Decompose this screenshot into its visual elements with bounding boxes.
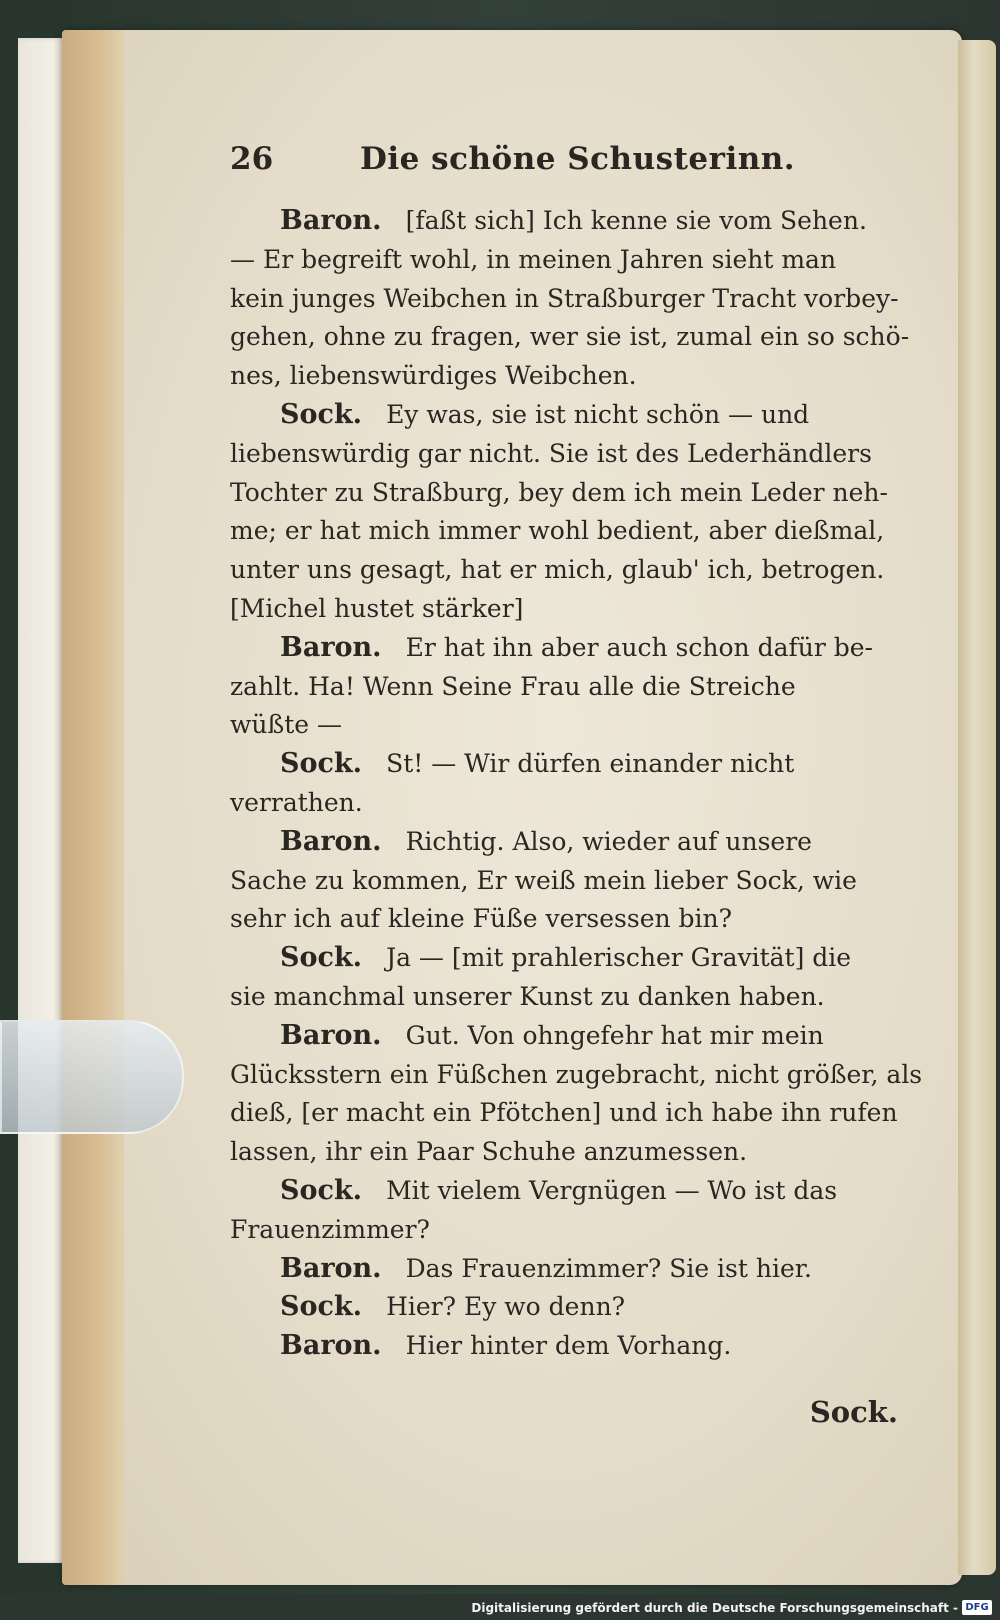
speaker-name: Baron. — [280, 825, 382, 857]
text-line — [230, 1094, 898, 1133]
next-page-edge — [958, 40, 996, 1575]
text-line — [230, 241, 870, 280]
text-line — [230, 900, 870, 939]
speaker-name: Sock. — [280, 1174, 363, 1206]
text-line — [230, 1133, 870, 1172]
speaker-name: Sock. — [280, 398, 363, 430]
line-text: Richtig. Also, wieder auf unsere — [405, 826, 812, 856]
line-text: liebenswürdig gar nicht. Sie ist des Lederhändlers — [230, 438, 872, 468]
text-line — [230, 1056, 923, 1095]
speaker-name: Sock. — [280, 1291, 363, 1323]
text-line — [230, 629, 873, 668]
line-text: sie manchmal unserer Kunst zu danken haben. — [230, 981, 825, 1011]
speaker-name: Baron. — [280, 1330, 382, 1362]
line-text: unter uns gesagt, hat er mich, glaub' ich, betrogen. — [230, 555, 885, 585]
line-text: [faßt sich] Ich kenne sie vom Sehen. — [405, 206, 867, 235]
speaker-name: Baron. — [280, 1252, 382, 1284]
line-text: Er hat ihn aber auch schon dafür be- — [405, 632, 873, 662]
text-line — [230, 1288, 870, 1327]
text-line — [230, 512, 885, 551]
line-text: St! — Wir dürfen einander nicht — [386, 749, 795, 779]
text-line — [230, 784, 870, 823]
line-text: lassen, ihr ein Paar Schuhe anzumessen. — [230, 1137, 748, 1167]
line-text: gehen, ohne zu fragen, wer sie ist, zumal ein so schö- — [230, 322, 910, 352]
line-text: me; er hat mich immer wohl bedient, aber dießmal, — [230, 516, 885, 546]
text-line — [230, 745, 870, 784]
text-line — [230, 396, 870, 435]
text-line — [230, 1017, 870, 1056]
text-line — [230, 590, 870, 629]
text-line — [230, 435, 870, 474]
text-line — [230, 357, 870, 396]
text-line — [230, 862, 870, 901]
line-text: Gut. Von ohngefehr hat mir mein — [405, 1020, 824, 1050]
page-clip — [0, 1020, 184, 1134]
text-line — [230, 1327, 870, 1366]
line-text: Hier hinter dem Vorhang. — [405, 1331, 732, 1361]
text-line — [230, 474, 888, 513]
line-text: Frauenzimmer? — [230, 1214, 430, 1244]
catchword: Sock. — [809, 1395, 898, 1429]
line-text: — Er begreift wohl, in meinen Jahren sieht man — [230, 244, 837, 274]
line-text: Ey was, sie ist nicht schön — und — [386, 399, 810, 429]
line-text: Das Frauenzimmer? Sie ist hier. — [405, 1253, 812, 1283]
text-line — [230, 823, 870, 862]
line-text: verrathen. — [230, 787, 363, 817]
text-line — [230, 551, 885, 590]
dfg-logo: DFG — [962, 1600, 992, 1615]
running-title: Die schöne Schusterinn. — [360, 141, 796, 177]
line-text: Sache zu kommen, Er weiß mein lieber Sock, wie — [230, 865, 857, 895]
text-line — [230, 1211, 870, 1250]
speaker-name: Baron. — [280, 1019, 382, 1051]
line-text: Mit vielem Vergnügen — Wo ist das — [386, 1175, 838, 1205]
speaker-name: Baron. — [280, 631, 382, 663]
line-text: kein junges Weibchen in Straßburger Tracht vorbey- — [230, 283, 899, 313]
page-number: 26 — [230, 141, 274, 177]
text-line — [230, 202, 870, 241]
text-line — [230, 978, 870, 1017]
line-text: zahlt. Ha! Wenn Seine Frau alle die Streiche — [230, 671, 796, 701]
line-text: Tochter zu Straßburg, bey dem ich mein Leder neh- — [230, 477, 888, 507]
speaker-name: Sock. — [280, 942, 363, 974]
text-line — [230, 280, 899, 319]
text-line — [230, 939, 870, 978]
text-line — [230, 1172, 870, 1211]
text-lines — [230, 202, 923, 1366]
line-text: dieß, [er macht ein Pfötchen] und ich habe ihn rufen — [230, 1098, 898, 1128]
speaker-name: Baron. — [280, 205, 382, 236]
line-text: Hier? Ey wo denn? — [386, 1292, 626, 1322]
page-header — [230, 140, 870, 202]
line-text: [Michel hustet stärker] — [230, 593, 524, 623]
speaker-name: Sock. — [280, 748, 363, 780]
page-text — [230, 140, 923, 1366]
line-text: Ja — [mit prahlerischer Gravität] die — [386, 943, 852, 973]
line-text: sehr ich auf kleine Füße versessen bin? — [230, 904, 733, 934]
book-edge-left — [18, 38, 68, 1563]
text-line — [230, 668, 870, 707]
line-text: nes, liebenswürdiges Weibchen. — [230, 361, 637, 391]
line-text: Glücksstern ein Füßchen zugebracht, nicht größer, als — [230, 1059, 923, 1089]
footer-bar — [0, 1594, 1000, 1620]
text-line — [230, 1250, 870, 1289]
text-line — [230, 706, 870, 745]
page-gutter — [62, 30, 124, 1585]
text-line — [230, 318, 910, 357]
line-text: wüßte — — [230, 710, 342, 740]
footer-credit: Digitalisierung gefördert durch die Deutsche Forschungsgemeinschaft - — [471, 1601, 958, 1615]
